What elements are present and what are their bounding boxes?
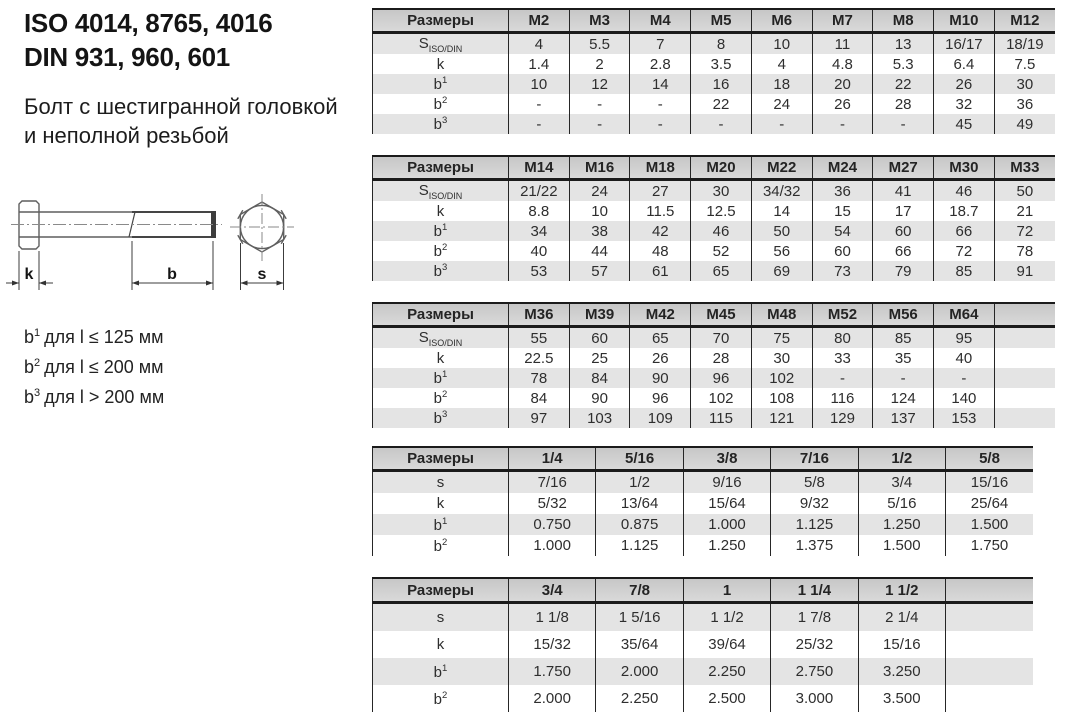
value-cell: 18.7 (934, 201, 995, 221)
value-cell: 5/16 (858, 493, 945, 514)
value-cell: 96 (691, 368, 752, 388)
iso-standards-title: ISO 4014, 8765, 4016 (24, 8, 273, 38)
value-cell: - (569, 114, 630, 134)
value-cell: - (751, 114, 812, 134)
value-cell: 50 (994, 180, 1055, 202)
value-cell: 2.8 (630, 54, 691, 74)
column-header: M10 (934, 9, 995, 33)
value-cell: 42 (630, 221, 691, 241)
value-cell: 21 (994, 201, 1055, 221)
value-cell: - (569, 94, 630, 114)
value-cell: 18/19 (994, 33, 1055, 55)
table-metric-m2-m12 (372, 8, 1055, 134)
value-cell: 39/64 (683, 631, 770, 658)
value-cell: 56 (751, 241, 812, 261)
value-cell: 9/16 (683, 471, 770, 494)
dim-label-s: s (257, 266, 267, 283)
value-cell: 48 (630, 241, 691, 261)
value-cell: 4.8 (812, 54, 873, 74)
value-cell: 24 (569, 180, 630, 202)
row-label: k (373, 201, 509, 221)
value-cell: 27 (630, 180, 691, 202)
table-inch-3-4-to-1-1-2 (372, 577, 1033, 712)
row-label: $b^3$ (373, 261, 509, 281)
value-cell: 84 (569, 368, 630, 388)
table-inch-quarter-to-5-8 (372, 446, 1033, 556)
value-cell: 8.8 (509, 201, 570, 221)
table-row (373, 94, 1056, 114)
value-cell: 12.5 (691, 201, 752, 221)
row-label: $b^1$ (373, 221, 509, 241)
table-row (373, 535, 1034, 556)
column-header: 7/16 (771, 447, 858, 471)
value-cell: 1.000 (683, 514, 770, 535)
value-cell: 40 (509, 241, 570, 261)
table-row (373, 408, 1056, 428)
value-cell: 60 (812, 241, 873, 261)
value-cell: 1 7/8 (771, 603, 858, 632)
value-cell (994, 368, 1055, 388)
note-b3: $b^3$ для l > 200 мм (24, 387, 165, 407)
value-cell: 34/32 (751, 180, 812, 202)
value-cell: 8 (691, 33, 752, 55)
value-cell: 90 (630, 368, 691, 388)
column-header: M36 (509, 303, 570, 327)
column-header: M56 (873, 303, 934, 327)
value-cell: 65 (630, 327, 691, 349)
value-cell: 38 (569, 221, 630, 241)
value-cell: 153 (934, 408, 995, 428)
value-cell: 102 (751, 368, 812, 388)
value-cell: 17 (873, 201, 934, 221)
value-cell: 3.500 (858, 685, 945, 712)
table-header-row (373, 156, 1056, 180)
value-cell: 35 (873, 348, 934, 368)
value-cell: 14 (630, 74, 691, 94)
value-cell: 36 (812, 180, 873, 202)
value-cell: 5.3 (873, 54, 934, 74)
value-cell: 66 (873, 241, 934, 261)
row-label: s (373, 603, 509, 632)
value-cell: 30 (691, 180, 752, 202)
value-cell: 33 (812, 348, 873, 368)
value-cell: - (691, 114, 752, 134)
value-cell: 49 (994, 114, 1055, 134)
dimension-table (372, 8, 1055, 134)
value-cell: 24 (751, 94, 812, 114)
value-cell: - (630, 114, 691, 134)
note-b2: $b^2$ для l ≤ 200 мм (24, 357, 164, 377)
value-cell: 53 (509, 261, 570, 281)
dimension-table (372, 446, 1033, 556)
row-label: k (373, 493, 509, 514)
row-label: k (373, 54, 509, 74)
value-cell: 65 (691, 261, 752, 281)
product-description-line2: и неполной резьбой (24, 123, 229, 148)
value-cell: 0.750 (509, 514, 596, 535)
table-row (373, 54, 1056, 74)
din-standards-title: DIN 931, 960, 601 (24, 42, 230, 72)
value-cell: 1.750 (509, 658, 596, 685)
value-cell: 97 (509, 408, 570, 428)
value-cell: 108 (751, 388, 812, 408)
value-cell: 15 (812, 201, 873, 221)
dimension-table (372, 577, 1033, 712)
value-cell: 11 (812, 33, 873, 55)
value-cell: 66 (934, 221, 995, 241)
value-cell: 2 (569, 54, 630, 74)
column-header: Размеры (373, 303, 509, 327)
row-label: k (373, 631, 509, 658)
dim-label-k: k (24, 266, 34, 283)
value-cell: 72 (934, 241, 995, 261)
value-cell: 140 (934, 388, 995, 408)
value-cell: 1.250 (858, 514, 945, 535)
value-cell: 11.5 (630, 201, 691, 221)
table-row (373, 261, 1056, 281)
value-cell: 21/22 (509, 180, 570, 202)
value-cell: 16 (691, 74, 752, 94)
table-row (373, 493, 1034, 514)
column-header: 1 (683, 578, 770, 603)
row-label: $b^1$ (373, 658, 509, 685)
value-cell: 44 (569, 241, 630, 261)
value-cell: 85 (873, 327, 934, 349)
value-cell: 7 (630, 33, 691, 55)
value-cell (946, 685, 1033, 712)
value-cell: 1/2 (596, 471, 683, 494)
column-header: M20 (691, 156, 752, 180)
value-cell: 2.250 (596, 685, 683, 712)
column-header: M16 (569, 156, 630, 180)
value-cell: 3.000 (771, 685, 858, 712)
value-cell: 2.750 (771, 658, 858, 685)
column-header: M2 (509, 9, 570, 33)
column-header: Размеры (373, 578, 509, 603)
column-header: M5 (691, 9, 752, 33)
value-cell: 102 (691, 388, 752, 408)
value-cell: 10 (509, 74, 570, 94)
value-cell: 1.125 (771, 514, 858, 535)
value-cell: 57 (569, 261, 630, 281)
table-row (373, 603, 1034, 632)
value-cell: 0.875 (596, 514, 683, 535)
row-label: $b^3$ (373, 408, 509, 428)
row-label: $S_{ISO/DIN}$ (373, 180, 509, 202)
row-label: $b^2$ (373, 685, 509, 712)
value-cell: 16/17 (934, 33, 995, 55)
value-cell: 7.5 (994, 54, 1055, 74)
value-cell: 3.250 (858, 658, 945, 685)
column-header: 3/4 (509, 578, 596, 603)
column-header: M7 (812, 9, 873, 33)
value-cell: 109 (630, 408, 691, 428)
row-label: $S_{ISO/DIN}$ (373, 327, 509, 349)
value-cell: 90 (569, 388, 630, 408)
table-row (373, 471, 1034, 494)
table-header-row (373, 303, 1056, 327)
value-cell: 28 (873, 94, 934, 114)
column-header: M22 (751, 156, 812, 180)
value-cell: 1.000 (509, 535, 596, 556)
table-row (373, 33, 1056, 55)
value-cell: 46 (691, 221, 752, 241)
value-cell: 2.500 (683, 685, 770, 712)
value-cell: 30 (751, 348, 812, 368)
value-cell: 26 (630, 348, 691, 368)
value-cell: 72 (994, 221, 1055, 241)
row-label: $S_{ISO/DIN}$ (373, 33, 509, 55)
value-cell (994, 388, 1055, 408)
value-cell: 116 (812, 388, 873, 408)
value-cell: 129 (812, 408, 873, 428)
value-cell: 41 (873, 180, 934, 202)
row-label: $b^2$ (373, 94, 509, 114)
value-cell (946, 603, 1033, 632)
value-cell: 1.250 (683, 535, 770, 556)
value-cell: 60 (873, 221, 934, 241)
dimension-table (372, 155, 1055, 281)
table-row (373, 114, 1056, 134)
value-cell (946, 631, 1033, 658)
value-cell: 96 (630, 388, 691, 408)
value-cell: 10 (569, 201, 630, 221)
value-cell: - (630, 94, 691, 114)
value-cell: 61 (630, 261, 691, 281)
column-header: M45 (691, 303, 752, 327)
row-label: $b^2$ (373, 535, 509, 556)
column-header: M52 (812, 303, 873, 327)
value-cell: 84 (509, 388, 570, 408)
value-cell: 1.750 (946, 535, 1033, 556)
value-cell: 46 (934, 180, 995, 202)
value-cell (946, 658, 1033, 685)
empty-column-header (946, 578, 1033, 603)
table-row (373, 74, 1056, 94)
column-header: M24 (812, 156, 873, 180)
value-cell: 75 (751, 327, 812, 349)
dim-label-b: b (167, 266, 177, 283)
value-cell: 78 (994, 241, 1055, 261)
value-cell: 34 (509, 221, 570, 241)
table-header-row (373, 447, 1034, 471)
value-cell: 9/32 (771, 493, 858, 514)
table-header-row (373, 9, 1056, 33)
value-cell: 85 (934, 261, 995, 281)
value-cell: 7/16 (509, 471, 596, 494)
value-cell: 91 (994, 261, 1055, 281)
value-cell: 36 (994, 94, 1055, 114)
table-row (373, 658, 1034, 685)
value-cell: 52 (691, 241, 752, 261)
value-cell: 55 (509, 327, 570, 349)
column-header: 5/8 (946, 447, 1033, 471)
table-row (373, 221, 1056, 241)
table-row (373, 241, 1056, 261)
column-header: M3 (569, 9, 630, 33)
column-header: M42 (630, 303, 691, 327)
value-cell: 20 (812, 74, 873, 94)
value-cell: 124 (873, 388, 934, 408)
table-row (373, 685, 1034, 712)
value-cell: - (509, 94, 570, 114)
row-label: s (373, 471, 509, 494)
column-header: 1/2 (858, 447, 945, 471)
value-cell: 2.000 (596, 658, 683, 685)
value-cell: 70 (691, 327, 752, 349)
value-cell: 22 (691, 94, 752, 114)
row-label: k (373, 348, 509, 368)
value-cell: 3/4 (858, 471, 945, 494)
value-cell: 80 (812, 327, 873, 349)
value-cell (994, 327, 1055, 349)
value-cell: 2 1/4 (858, 603, 945, 632)
value-cell: 1 1/8 (509, 603, 596, 632)
value-cell: 6.4 (934, 54, 995, 74)
value-cell: 25 (569, 348, 630, 368)
value-cell: 1 1/2 (683, 603, 770, 632)
table-row (373, 514, 1034, 535)
value-cell: - (934, 368, 995, 388)
column-header: M30 (934, 156, 995, 180)
value-cell: 13 (873, 33, 934, 55)
value-cell: 5.5 (569, 33, 630, 55)
row-label: $b^1$ (373, 368, 509, 388)
value-cell: 1.4 (509, 54, 570, 74)
value-cell: - (812, 114, 873, 134)
value-cell: 137 (873, 408, 934, 428)
value-cell: 14 (751, 201, 812, 221)
column-header: 1 1/2 (858, 578, 945, 603)
value-cell: 22 (873, 74, 934, 94)
value-cell: - (873, 114, 934, 134)
value-cell: 15/64 (683, 493, 770, 514)
value-cell: 2.000 (509, 685, 596, 712)
value-cell: 4 (509, 33, 570, 55)
value-cell: 45 (934, 114, 995, 134)
row-label: $b^3$ (373, 114, 509, 134)
value-cell: 22.5 (509, 348, 570, 368)
value-cell: 15/32 (509, 631, 596, 658)
table-metric-m36-m64 (372, 302, 1055, 428)
column-header: M4 (630, 9, 691, 33)
table-header-row (373, 578, 1034, 603)
value-cell: 25/64 (946, 493, 1033, 514)
product-description-line1: Болт с шестигранной головкой (24, 94, 338, 119)
value-cell: 1.125 (596, 535, 683, 556)
value-cell: 5/32 (509, 493, 596, 514)
value-cell: 15/16 (946, 471, 1033, 494)
value-cell: 5/8 (771, 471, 858, 494)
value-cell: 25/32 (771, 631, 858, 658)
column-header: M48 (751, 303, 812, 327)
value-cell: 32 (934, 94, 995, 114)
value-cell: 4 (751, 54, 812, 74)
row-label: $b^2$ (373, 241, 509, 261)
value-cell: 73 (812, 261, 873, 281)
column-header: 7/8 (596, 578, 683, 603)
column-header: 5/16 (596, 447, 683, 471)
value-cell: - (873, 368, 934, 388)
value-cell: 3.5 (691, 54, 752, 74)
table-row (373, 180, 1056, 202)
value-cell: 13/64 (596, 493, 683, 514)
column-header: M6 (751, 9, 812, 33)
value-cell: 30 (994, 74, 1055, 94)
column-header: M14 (509, 156, 570, 180)
value-cell: 115 (691, 408, 752, 428)
column-header: M18 (630, 156, 691, 180)
column-header: Размеры (373, 9, 509, 33)
value-cell: 121 (751, 408, 812, 428)
column-header: M39 (569, 303, 630, 327)
table-row (373, 388, 1056, 408)
note-b1: $b^1$ для l ≤ 125 мм (24, 327, 164, 347)
dimension-table (372, 302, 1055, 428)
column-header: M33 (994, 156, 1055, 180)
value-cell: 1.375 (771, 535, 858, 556)
value-cell: - (509, 114, 570, 134)
column-header: M12 (994, 9, 1055, 33)
table-row (373, 631, 1034, 658)
value-cell: 54 (812, 221, 873, 241)
value-cell: 26 (934, 74, 995, 94)
value-cell: 60 (569, 327, 630, 349)
value-cell (994, 348, 1055, 368)
row-label: $b^1$ (373, 514, 509, 535)
value-cell: 18 (751, 74, 812, 94)
value-cell: 1 5/16 (596, 603, 683, 632)
value-cell: - (812, 368, 873, 388)
value-cell: 35/64 (596, 631, 683, 658)
table-row (373, 348, 1056, 368)
value-cell: 1.500 (858, 535, 945, 556)
value-cell: 78 (509, 368, 570, 388)
value-cell: 12 (569, 74, 630, 94)
value-cell: 26 (812, 94, 873, 114)
table-row (373, 201, 1056, 221)
row-label: $b^1$ (373, 74, 509, 94)
value-cell: 103 (569, 408, 630, 428)
value-cell: 10 (751, 33, 812, 55)
value-cell: 28 (691, 348, 752, 368)
value-cell: 95 (934, 327, 995, 349)
column-header: M27 (873, 156, 934, 180)
value-cell (994, 408, 1055, 428)
column-header: 1 1/4 (771, 578, 858, 603)
row-label: $b^2$ (373, 388, 509, 408)
table-row (373, 368, 1056, 388)
value-cell: 2.250 (683, 658, 770, 685)
value-cell: 40 (934, 348, 995, 368)
value-cell: 50 (751, 221, 812, 241)
column-header: M8 (873, 9, 934, 33)
column-header: Размеры (373, 447, 509, 471)
value-cell: 1.500 (946, 514, 1033, 535)
column-header: M64 (934, 303, 995, 327)
column-header: Размеры (373, 156, 509, 180)
empty-column-header (994, 303, 1055, 327)
value-cell: 69 (751, 261, 812, 281)
table-row (373, 327, 1056, 349)
table-metric-m14-m33 (372, 155, 1055, 281)
value-cell: 15/16 (858, 631, 945, 658)
column-header: 3/8 (683, 447, 770, 471)
column-header: 1/4 (509, 447, 596, 471)
value-cell: 79 (873, 261, 934, 281)
